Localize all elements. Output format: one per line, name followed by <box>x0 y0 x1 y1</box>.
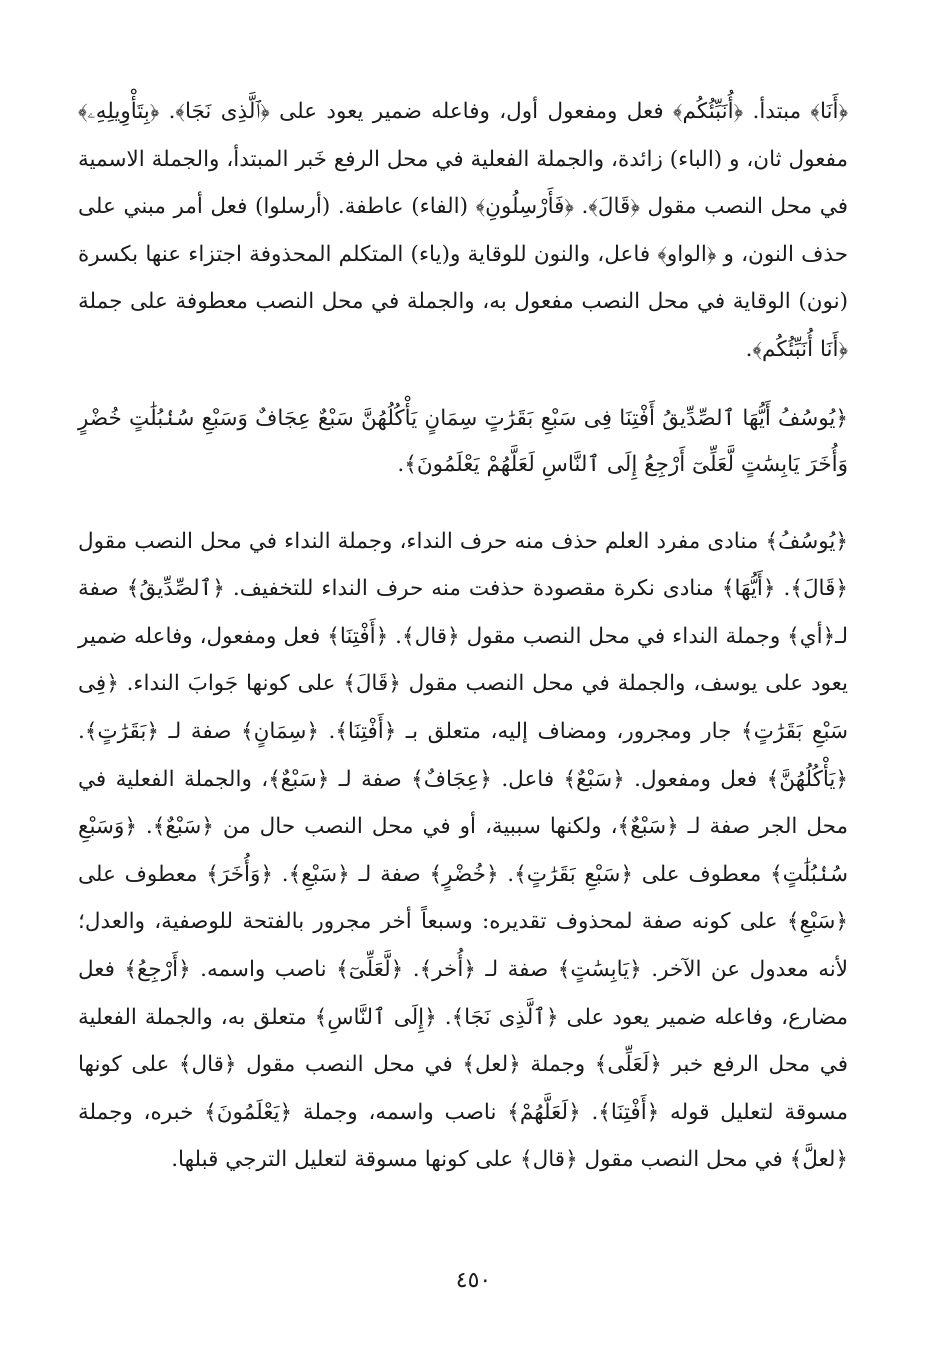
quran-verse: ﴿يُوسُفُ أَيُّهَا ٱلصِّدِّيقُ أَفْتِنَا فِى سَبْعِ بَقَرَٰتٍ سِمَانٍ يَأْكُلُهُنَّ سَبْعٌ عِجَافٌ وَسَبْعِ سُنۢبُلَٰتٍ خُضْرٍ وَأُخَرَ يَابِسَٰتٍ لَّعَلِّىٓ أَرْجِعُ إِلَى ٱلنَّاسِ لَعَلَّهُمْ يَعْلَمُونَ﴾. <box>78 405 848 477</box>
page-number: ٤٥٠ <box>455 1268 492 1293</box>
paragraph-spacer <box>78 374 848 396</box>
paragraph-grammar-analysis-2: ﴿يُوسُفُ﴾ منادى مفرد العلم حذف منه حرف النداء، وجملة النداء في محل النصب مقول ﴿قَالَ﴾. ﴿أَيُّهَا﴾ منادى نكرة مقصودة حذفت منه حرف النداء للتخفيف. ﴿ٱلصِّدِّيقُ﴾ صفة لـ﴿أي﴾ وجملة النداء في محل النصب مقول ﴿قال﴾. ﴿أَفْتِنَا﴾ فعل ومفعول، وفاعله ضمير يعود على يوسف، والجملة في محل النصب مقول ﴿قَالَ﴾ على كونها جَوابَ النداء. ﴿فِى سَبْعِ بَقَرَٰتٍ﴾ جار ومجرور، ومضاف إليه، متعلق بـ ﴿أَفْتِنَا﴾. ﴿سِمَانٍ﴾ صفة لـ ﴿بَقَرَٰتٍ﴾. ﴿يَأْكُلُهُنَّ﴾ فعل ومفعول. ﴿سَبْعٌ﴾ فاعل. ﴿عِجَافٌ﴾ صفة لـ ﴿سَبْعٌ﴾، والجملة الفعلية في محل الجر صفة لـ ﴿سَبْعٌ﴾، ولكنها سببية، أو في محل النصب حال من ﴿سَبْعٌ﴾. ﴿وَسَبْعِ سُنۢبُلَٰتٍ﴾ معطوف على ﴿سَبْعِ بَقَرَٰتٍ﴾. ﴿خُضْرٍ﴾ صفة لـ ﴿سَبْعِ﴾. ﴿وَأُخَرَ﴾ معطوف على ﴿سَبْعِ﴾ على كونه صفة لمحذوف تقديره: وسبعاً أخر مجرور بالفتحة للوصفية، والعدل؛ لأنه معدول عن الآخر. ﴿يَابِسَٰتٍ﴾ صفة لـ ﴿أُخر﴾. ﴿لَّعَلِّىٓ﴾ ناصب واسمه. ﴿أَرْجِعُ﴾ فعل مضارع، وفاعله ضمير يعود على ﴿ٱلَّذِى نَجَا﴾. ﴿إِلَى ٱلنَّاسِ﴾ متعلق به، والجملة الفعلية في محل الرفع خبر ﴿لَعَلِّى﴾ وجملة ﴿لعل﴾ في محل النصب مقول ﴿قال﴾ على كونها مسوقة لتعليل قوله ﴿أَفْتِنَا﴾. ﴿لَعَلَّهُمْ﴾ ناصب واسمه، وجملة ﴿يَعْلَمُونَ﴾ خبره، وجملة ﴿لعلَّ﴾ في محل النصب مقول ﴿قال﴾ على كونها مسوقة لتعليل الترجي قبلها. <box>78 528 848 1173</box>
paragraph-spacer <box>78 488 848 518</box>
page-content <box>78 88 848 1184</box>
paragraph-grammar-analysis-1: ﴿أَنَا﴾ مبتدأ. ﴿أُنَبِّئُكُم﴾ فعل ومفعول أول، وفاعله ضمير يعود على ﴿ٱلَّذِى نَجَا﴾. ﴿بِتَأْوِيلِهِۦ﴾ مفعول ثان، و (الباء) زائدة، والجملة الفعلية في محل الرفع خَبر المبتدأ، والجملة الاسمية في محل النصب مقول ﴿قَالَ﴾. ﴿فَأَرْسِلُونِ﴾ (الفاء) عاطفة. (أرسلوا) فعل أمر مبني على حذف النون، و ﴿الواو﴾ فاعل، والنون للوقاية و(ياء) المتكلم المحذوفة اجتزاء عنها بكسرة (نون) الوقاية في محل النصب مفعول به، والجملة في محل النصب معطوفة على جملة ﴿أَنَا أُنَبِّئُكُم﴾. <box>78 99 848 362</box>
